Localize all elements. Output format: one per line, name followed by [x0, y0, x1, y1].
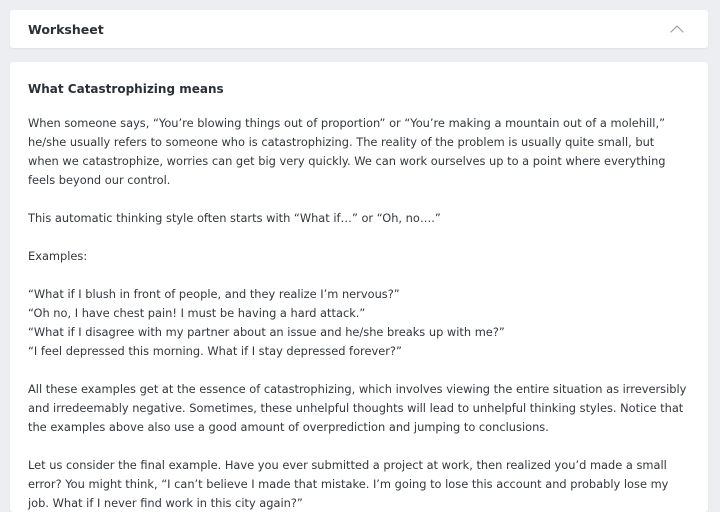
- worksheet-header[interactable]: [10, 10, 708, 48]
- paragraph-essence: All these examples get at the essence of catastrophizing, which involves viewing the entire situation as irreversibly and irredeemably negative. Sometimes, these unhelpful thoughts will lead to unhelpful thinking styles. Notice that the examples above also use a good amount of overprediction and jumping to conclusions.: [28, 382, 687, 434]
- chevron-up-icon[interactable]: [670, 24, 684, 34]
- example-item: “What if I blush in front of people, and they realize I’m nervous?”: [28, 287, 400, 301]
- example-item: “Oh no, I have chest pain! I must be having a hard attack.”: [28, 306, 366, 320]
- example-item: “I feel depressed this morning. What if I stay depressed forever?”: [28, 344, 402, 358]
- paragraph-final-example: Let us consider the final example. Have you ever submitted a project at work, then realized you’d made a small error? You might think, “I can’t believe I made that mistake. I’m going to lose this account and probably lose my job. What if I never find work in this city again?”: [28, 458, 669, 510]
- paragraph-thinking-style: This automatic thinking style often starts with “What if…” or “Oh, no….”: [28, 211, 441, 225]
- worksheet-title: Worksheet: [28, 21, 104, 37]
- section-title: What Catastrophizing means: [28, 82, 224, 96]
- examples-list: [28, 285, 688, 361]
- worksheet-content: [10, 62, 708, 512]
- paragraph-definition: When someone says, “You’re blowing things out of proportion” or “You’re making a mountain out of a molehill,” he/she usually refers to someone who is catastrophizing. The reality of the problem is usually quite small, but when we catastrophize, worries can get big very quickly. We can work ourselves up to a point where everything feels beyond our control.: [28, 116, 666, 187]
- example-item: “What if I disagree with my partner about an issue and he/she breaks up with me?”: [28, 325, 505, 339]
- examples-label: Examples:: [28, 249, 88, 263]
